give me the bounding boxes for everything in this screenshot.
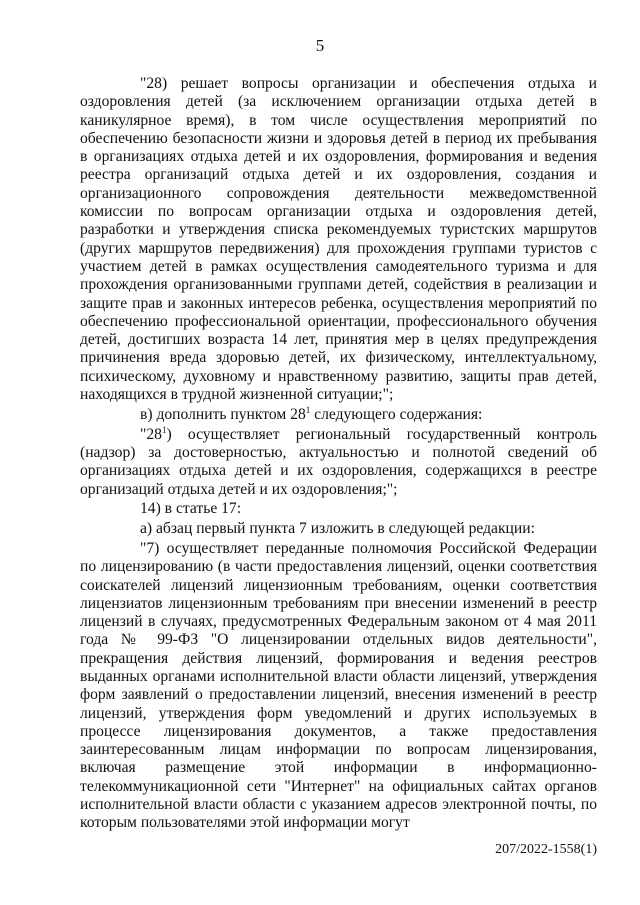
document-body <box>80 75 597 833</box>
paragraph-amend-v-tail: следующего содержания: <box>310 405 483 423</box>
paragraph-amend-v <box>80 406 597 424</box>
superscript-1: 1 <box>161 424 167 435</box>
paragraph-amend-v-text: в) дополнить пунктом 28 <box>140 405 306 423</box>
paragraph-item-28: "28) решает вопросы организации и обеспечения отдыха и оздоровления детей (за исключением организации отдыха детей в каникулярное время), в том числе осуществления мероприятий по обеспечению безопасности жизни и здоровья детей в период их пребывания в организациях отдыха детей и их оздоровления, формирования и ведения реестра организаций отдыха детей и их оздоровления, создания и организационного сопровождения деятельности межведомственной комиссии по вопросам организации отдыха и оздоровления детей, разработки и утверждения списка рекомендуемых туристских маршрутов (других маршрутов передвижения) для прохождения группами туристов с участием детей в рамках осуществления самодеятельного туризма и для прохождения организованными группами детей, содействия в реализации и защите прав и законных интересов ребенка, осуществления мероприятий по обеспечению профессиональной ориентации, профессионального обучения детей, достигших возраста 14 лет, принятия мер в целях предупреждения причинения вреда здоровью детей, их физическому, интеллектуальному, психическому, духовному и нравственному развитию, защиты прав детей, находящихся в трудной жизненной ситуации;"; <box>80 75 597 404</box>
paragraph-amend-a: а) абзац первый пункта 7 изложить в следующей редакции: <box>140 520 535 538</box>
page-number: 5 <box>315 36 325 55</box>
paragraph-item-28-1 <box>80 426 597 499</box>
document-code: 207/2022-1558(1) <box>495 842 597 857</box>
paragraph-item-28-1-text: ) осуществляет региональный государственный контроль (надзор) за достоверностью, актуальностью и полнотой сведений об организациях отдыха детей и их оздоровления, содержащихся в реестре организаций отдыха детей и их оздоровления;"; <box>80 425 597 498</box>
superscript-1: 1 <box>305 404 311 415</box>
paragraph-item-28-1-open: "28 <box>140 425 162 443</box>
paragraph-item-7: "7) осуществляет переданные полномочия Российской Федерации по лицензированию (в части предоставления лицензий, оценки соответствия соискателей лицензий лицензионным требованиям, оценки соответствия лицензиатов лицензионным требованиям при внесении изменений в реестр лицензий в случаях, предусмотренных Федеральным законом от 4 мая 2011 года № 99-ФЗ "О лицензировании отдельных видов деятельности", прекращения действия лицензий, формирования и ведения реестров выданных органами исполнительной власти области лицензий, утверждения форм заявлений о предоставлении лицензий, внесения изменений в реестр лицензий, утверждения форм уведомлений и других используемых в процессе лицензирования документов, а также предоставления заинтересованным лицам информации по вопросам лицензирования, включая размещение этой информации в информационно-телекоммуникационной сети "Интернет" на официальных сайтах органов исполнительной власти области с указанием адресов электронной почты, по которым пользователями этой информации могут <box>80 539 597 832</box>
paragraph-item-14: 14) в статье 17: <box>140 500 242 518</box>
